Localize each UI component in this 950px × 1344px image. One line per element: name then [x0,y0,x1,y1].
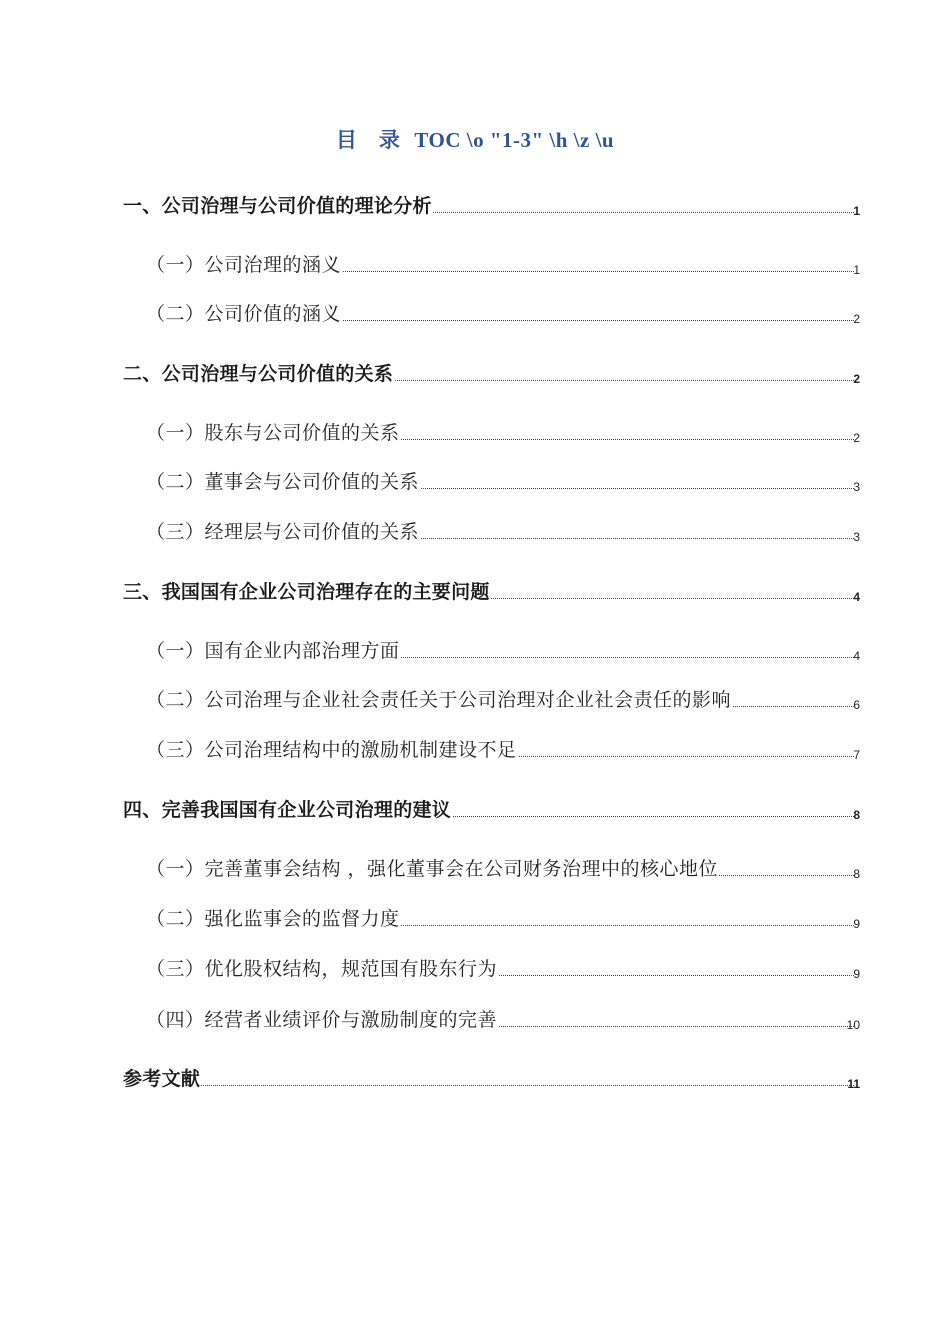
toc-entry-page-number: 6 [853,698,860,712]
toc-entry-label: （四）经营者业绩评价与激励制度的完善 [146,1005,498,1035]
toc-entry[interactable] [0,954,950,984]
toc-entry[interactable] [0,904,950,934]
toc-entry-label: 参考文献 [123,1064,201,1094]
toc-entry[interactable] [0,1005,950,1035]
toc-entry-page-number: 3 [853,530,860,544]
toc-entry-label: 三、我国国有企业公司治理存在的主要问题 [123,577,491,607]
toc-entry-label: （一）公司治理的涵义 [146,250,342,280]
toc-entry-page-number: 8 [853,867,860,881]
toc-entry[interactable] [0,636,950,666]
toc-entry-label: （三）公司治理结构中的激励机制建设不足 [146,735,518,765]
toc-entry-page-number: 11 [847,1077,860,1091]
toc-entry[interactable] [0,191,950,221]
toc-entry[interactable] [0,250,950,280]
toc-entry-page-number: 1 [853,263,860,277]
toc-title [0,124,950,154]
toc-entry-label: （三）经理层与公司价值的关系 [146,517,420,547]
toc-entry-page-number: 1 [853,204,860,218]
toc-entry-label: （二）强化监事会的监督力度 [146,904,401,934]
toc-entry-page-number: 2 [853,431,860,445]
toc-entry-label: 一、公司治理与公司价值的理论分析 [123,191,433,221]
toc-entry-page-number: 2 [853,312,860,326]
toc-entry-page-number: 8 [853,808,860,822]
toc-entry-label: （二）公司价值的涵义 [146,299,342,329]
toc-entry[interactable] [0,517,950,547]
toc-entry-page-number: 4 [853,649,860,663]
toc-entry-page-number: 10 [846,1018,860,1032]
toc-entry-label: （二）董事会与公司价值的关系 [146,467,420,497]
toc-entry[interactable] [0,577,950,607]
toc-entry-label: （一）国有企业内部治理方面 [146,636,401,666]
toc-entry-label: （二）公司治理与企业社会责任关于公司治理对企业社会责任的影响 [146,685,732,715]
toc-entry-page-number: 4 [853,590,860,604]
toc-entry-label: （一）股东与公司价值的关系 [146,418,401,448]
toc-entry[interactable] [0,795,950,825]
toc-title-main: 目 录 [335,127,401,152]
toc-entry[interactable] [0,735,950,765]
toc-entry-label: （三）优化股权结构，规范国有股东行为 [146,954,498,984]
toc-entry[interactable] [0,854,950,884]
toc-entry-label: 四、完善我国国有企业公司治理的建议 [123,795,452,825]
toc-entry-page-number: 3 [853,480,860,494]
toc-entry[interactable] [0,467,950,497]
toc-entry-page-number: 7 [853,748,860,762]
toc-entry[interactable] [0,1064,950,1094]
toc-field-code: TOC \o "1-3" \h \z \u [414,128,615,152]
toc-leader-dots [123,1085,854,1086]
toc-entry-label: （一）完善董事会结构 ，强化董事会在公司财务治理中的核心地位 [146,854,719,884]
toc-entry-page-number: 9 [853,967,860,981]
toc-entry[interactable] [0,359,950,389]
toc-entry-label: 二、公司治理与公司价值的关系 [123,359,394,389]
toc-entry[interactable] [0,685,950,715]
toc-entry[interactable] [0,299,950,329]
toc-entry-page-number: 9 [853,917,860,931]
toc-entry[interactable] [0,418,950,448]
toc-entry-page-number: 2 [853,372,860,386]
